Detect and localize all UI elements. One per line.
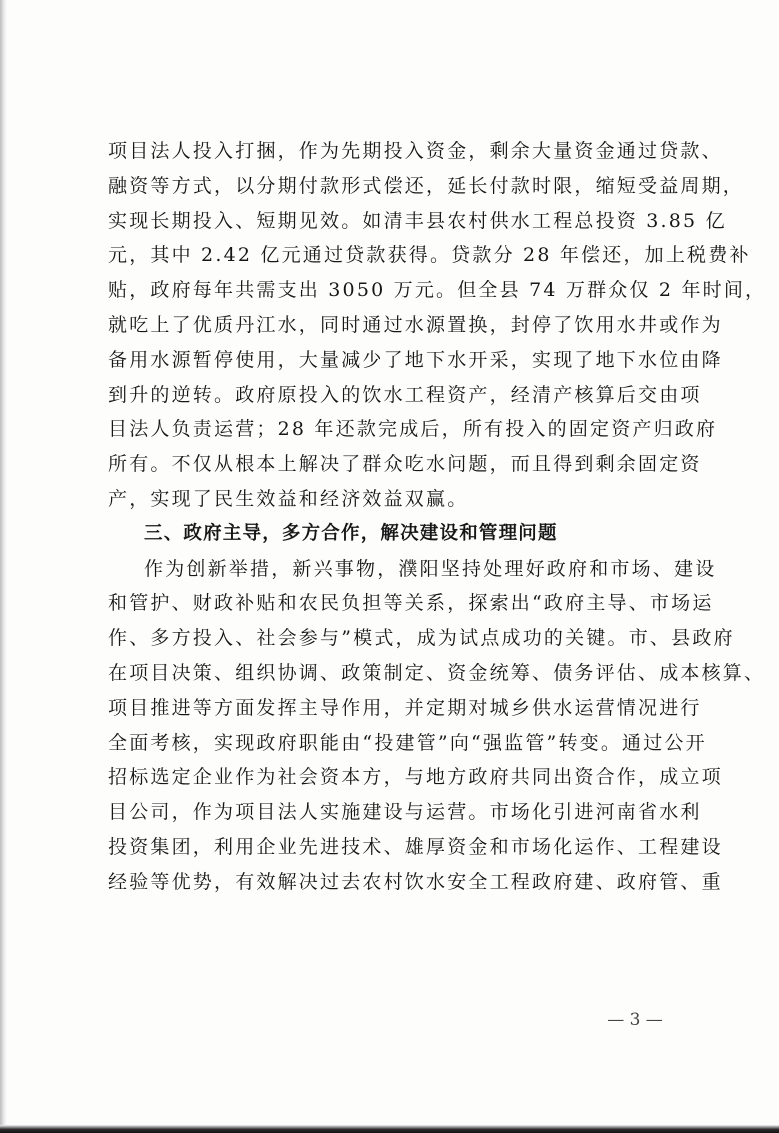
- body-line: 就吃上了优质丹江水，同时通过水源置换，封停了饮用水井或作为: [108, 313, 723, 336]
- body-line: 项目法人投入打捆，作为先期投入资金，剩余大量资金通过贷款、: [108, 140, 723, 162]
- body-line: 作、多方投入、社会参与”模式，成为试点成功的关键。市、县政府: [108, 627, 735, 650]
- body-line: 和管护、财政补贴和农民负担等关系，探索出“政府主导、市场运: [108, 592, 714, 615]
- body-line: 实现长期投入、短期见效。如清丰县农村供水工程总投资 3.85 亿: [108, 209, 727, 232]
- scan-left-edge: [0, 0, 7, 1133]
- scan-bottom-edge: [0, 1125, 779, 1133]
- body-line: 招标选定企业作为社会资本方，与地方政府共同出资合作，成立项: [108, 766, 723, 789]
- page-number: — 3 —: [607, 1010, 663, 1030]
- body-line: 作为创新举措，新兴事物，濮阳坚持处理好政府和市场、建设: [144, 557, 717, 580]
- body-line: 元，其中 2.42 亿元通过贷款获得。贷款分 28 年偿还，加上税费补: [108, 244, 751, 267]
- body-line: 目公司，作为项目法人实施建设与运营。市场化引进河南省水利: [108, 801, 702, 824]
- body-line: 产，实现了民生效益和经济效益双赢。: [108, 487, 469, 510]
- body-line: 到升的逆转。政府原投入的饮水工程资产，经清产核算后交由项: [108, 383, 702, 406]
- body-line: 项目推进等方面发挥主导作用，并定期对城乡供水运营情况进行: [108, 696, 702, 719]
- body-line: 所有。不仅从根本上解决了群众吃水问题，而且得到剩余固定资: [108, 453, 702, 476]
- body-line: 全面考核，实现政府职能由“投建管”向“强监管”转变。通过公开: [108, 731, 707, 754]
- body-line: 经验等优势，有效解决过去农村饮水安全工程政府建、政府管、重: [108, 870, 723, 893]
- body-line: 贴，政府每年共需支出 3050 万元。但全县 74 万群众仅 2 年时间，: [108, 279, 767, 302]
- body-line: 在项目决策、组织协调、政策制定、资金统筹、债务评估、成本核算、: [108, 661, 766, 684]
- document-body: [108, 134, 767, 900]
- body-line: 投资集团，利用企业先进技术、雄厚资金和市场化运作、工程建设: [108, 835, 723, 858]
- body-line: 备用水源暂停使用，大量减少了地下水开采，实现了地下水位由降: [108, 348, 723, 371]
- section-heading: 三、政府主导，多方合作，解决建设和管理问题: [144, 522, 558, 544]
- body-line: 融资等方式，以分期付款形式偿还，延长付款时限，缩短受益周期，: [108, 174, 745, 197]
- body-line: 目法人负责运营；28 年还款完成后，所有投入的固定资产归政府: [108, 418, 718, 441]
